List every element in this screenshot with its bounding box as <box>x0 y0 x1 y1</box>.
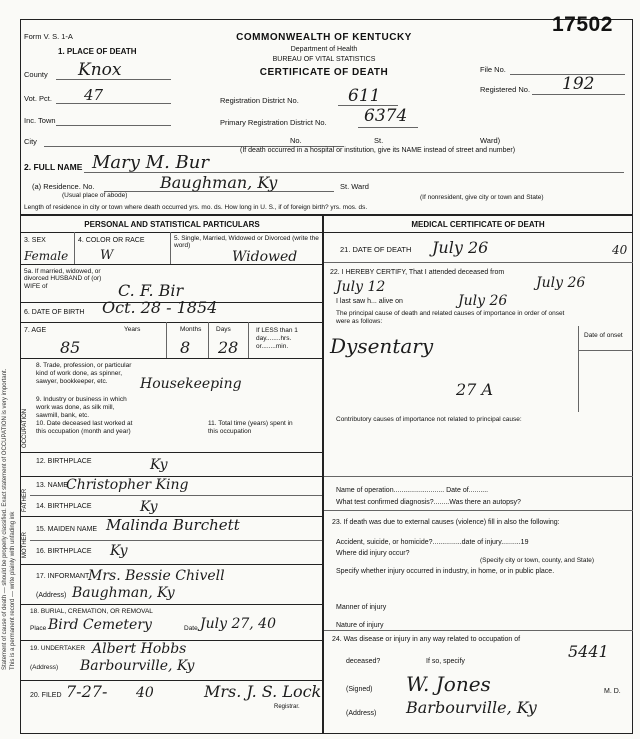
father-bp: Ky <box>140 499 158 515</box>
length-of-residence: Length of residence in city or town where death occurred yrs. mo. ds. How long in U. S., if of foreign birth? yrs. mos. ds. <box>24 204 368 211</box>
informant-address: Baughman, Ky <box>72 585 175 601</box>
city-label: City <box>24 137 37 146</box>
accident-text: Accident, suicide, or homicide?...............date of injury..........19 <box>336 539 529 546</box>
age-months: 8 <box>180 338 191 357</box>
onset-label: Date of onset <box>584 332 623 339</box>
nonresident-note: (If nonresident, give city or town and State) <box>420 194 544 201</box>
test-text: What test confirmed diagnosis?........Was there an autopsy? <box>336 499 521 506</box>
age-label: 7. AGE <box>24 327 47 334</box>
undertaker-value: Albert Hobbs <box>92 641 187 657</box>
burial-label: 18. BURIAL, CREMATION, OR REMOVAL <box>30 608 153 615</box>
attended-to: July 26 <box>536 275 586 291</box>
sidebar-permanent: This is a permanent record — write plainly with unfading ink <box>10 511 16 670</box>
reg-district-label: Registration District No. <box>220 96 299 105</box>
institution-note: (If death occurred in a hospital or institution, give its NAME instead of street and number) <box>240 147 516 154</box>
undertaker-address: Barbourville, Ky <box>80 658 195 674</box>
column-divider <box>322 214 324 733</box>
where-note: (Specify city or town, county, and State) <box>480 557 595 564</box>
physician-address-label: (Address) <box>346 710 377 717</box>
age-less-header: If LESS than 1 day........hrs. or........min. <box>256 327 298 350</box>
sex-value: Female <box>24 249 69 263</box>
burial-place-label: Place <box>30 625 47 632</box>
sex-label: 3. SEX <box>24 237 46 244</box>
inc-town-label: Inc. Town <box>24 116 56 125</box>
county-value: Knox <box>78 60 122 80</box>
age-years-header: Years <box>124 326 141 333</box>
physician-address: Barbourville, Ky <box>406 698 537 717</box>
certificate-number: 17502 <box>552 13 613 36</box>
place-title: 1. PLACE OF DEATH <box>58 47 137 56</box>
bureau: BUREAU OF VITAL STATISTICS <box>272 56 376 63</box>
vot-value: 47 <box>84 86 104 104</box>
full-name-value: Mary M. Bur <box>92 152 209 173</box>
where-text: Where did injury occur? <box>336 550 410 557</box>
father-name-label: 13. NAME <box>36 482 68 489</box>
occ8-label: 8. Trade, profession, or particular kind of work done, as spinner, sawyer, bookkeeper, etc. <box>36 362 132 385</box>
birthplace-label: 12. BIRTHPLACE <box>36 458 92 465</box>
dob-value: Oct. 28 - 1854 <box>102 298 218 317</box>
last-seen-date: July 26 <box>458 293 508 309</box>
form-number: Form V. S. 1-A <box>24 32 73 41</box>
md-label: M. D. <box>604 688 621 695</box>
medical-title: MEDICAL CERTIFICATE OF DEATH <box>411 220 545 229</box>
filed-year: 40 <box>136 685 154 701</box>
occ8-value: Housekeeping <box>140 376 242 392</box>
informant-value: Mrs. Bessie Chivell <box>88 568 225 584</box>
specify-text: Specify whether injury occurred in industry, in home, or in public place. <box>336 568 555 575</box>
occupation-question: 24. Was disease or injury in any way related to occupation of <box>332 636 521 643</box>
mother-bp: Ky <box>110 543 128 559</box>
color-value: W <box>100 248 114 263</box>
date-of-death-year: 40 <box>612 243 628 257</box>
spouse-value: C. F. Bir <box>118 281 184 300</box>
operation-text: Name of operation.......................... Date of.......... <box>336 487 489 494</box>
color-label: 4. COLOR OR RACE <box>78 237 145 244</box>
mother-side-label: MOTHER <box>22 532 28 558</box>
informant-address-label: (Address) <box>36 592 67 599</box>
residence-value: Baughman, Ky <box>160 173 278 192</box>
spouse-label: 5a. If married, widowed, or divorced HUSBAND of (or) WIFE of <box>24 268 102 290</box>
manner-text: Manner of injury <box>336 604 387 611</box>
sidebar-instructions: Statement of cause of death — should be properly classified. Exact statement of OCCUPATION is very important. <box>2 368 8 670</box>
vot-label: Vot. Pct. <box>24 94 52 103</box>
occ9-label: 9. Industry or business in which work was done, as silk mill, sawmill, bank, etc. <box>36 396 127 419</box>
burial-date-label: Date <box>184 625 198 632</box>
date-of-death: July 26 <box>432 238 489 257</box>
burial-date: July 27, 40 <box>200 616 276 632</box>
st-label: St. <box>374 136 384 145</box>
attended-from: July 12 <box>336 279 386 295</box>
informant-label: 17. INFORMANT <box>36 573 90 580</box>
filed-label: 20. FILED <box>30 692 62 699</box>
certify-text: 22. I HEREBY CERTIFY, That I attended deceased from <box>330 269 505 276</box>
burial-place: Bird Cemetery <box>48 617 152 633</box>
mother-bp-label: 16. BIRTHPLACE <box>36 548 92 555</box>
certificate-title: CERTIFICATE OF DEATH <box>259 67 389 78</box>
registered-no: 192 <box>562 74 595 94</box>
sidebar-text <box>1 110 16 670</box>
saw-alive-text: I last saw h... alive on <box>336 298 403 305</box>
ward-label: Ward) <box>480 136 501 145</box>
signed-label: (Signed) <box>346 686 373 693</box>
undertaker-label: 19. UNDERTAKER <box>30 645 86 652</box>
registrar-signature: Mrs. J. S. Lock <box>204 682 322 701</box>
date-of-death-label: 21. DATE OF DEATH <box>340 245 412 254</box>
reg-district-value: 611 <box>348 86 381 106</box>
contributory-text: Contributory causes of importance not related to principal cause: <box>336 416 522 423</box>
mother-name-label: 15. MAIDEN NAME <box>36 526 98 533</box>
cause-value: Dysentary <box>330 334 434 358</box>
duration-value: 27 A <box>456 380 493 399</box>
registrar-label: Registrar. <box>274 704 300 710</box>
age-years: 85 <box>60 338 81 357</box>
st-ward: St. Ward <box>340 182 369 191</box>
nature-text: Nature of injury <box>336 622 384 629</box>
cause-code: 5441 <box>568 642 609 661</box>
dob-label: 6. DATE OF BIRTH <box>24 309 85 316</box>
registered-no-label: Registered No. <box>480 85 531 94</box>
father-side-label: FATHER <box>22 488 28 512</box>
frame-bottom <box>20 733 633 734</box>
personal-title: PERSONAL AND STATISTICAL PARTICULARS <box>84 220 260 229</box>
if-so-label: If so, specify <box>426 658 465 665</box>
primary-district-value: 6374 <box>364 106 408 126</box>
filed-date: 7-27- <box>66 682 108 701</box>
occ10-label: 10. Date deceased last worked at this occupation (month and year) <box>36 420 133 435</box>
father-name: Christopher King <box>66 477 189 493</box>
frame-right <box>632 19 633 733</box>
frame-top <box>20 19 633 20</box>
age-months-header: Months <box>180 326 202 333</box>
father-bp-label: 14. BIRTHPLACE <box>36 503 92 510</box>
no-label: No. <box>290 136 302 145</box>
residence-label: (a) Residence. No. <box>32 182 95 191</box>
frame-left <box>20 19 21 733</box>
primary-district-label: Primary Registration District No. <box>220 118 327 127</box>
marital-value: Widowed <box>232 249 298 265</box>
usual-place: (Usual place of abode) <box>62 192 128 199</box>
occ11-label: 11. Total time (years) spent in this occupation <box>208 420 293 435</box>
age-days: 28 <box>218 338 239 357</box>
deceased-label: deceased? <box>346 658 381 665</box>
undertaker-address-label: (Address) <box>30 664 59 671</box>
occupation-side-label: OCCUPATION <box>22 408 28 448</box>
file-no-label: File No. <box>480 65 506 74</box>
physician-signature: W. Jones <box>406 672 491 696</box>
commonwealth: COMMONWEALTH OF KENTUCKY <box>236 32 412 43</box>
age-days-header: Days <box>216 326 231 333</box>
full-name-label: 2. FULL NAME <box>24 162 83 172</box>
marital-label: 5. Single, Married, Widowed or Divorced (write the word) <box>174 235 319 250</box>
cause-text: The principal cause of death and related causes of importance in order of onset were as follows: <box>336 310 565 325</box>
violence-text: 23. If death was due to external causes (violence) fill in also the following: <box>332 519 560 526</box>
department: Department of Health <box>290 46 358 53</box>
county-label: County <box>24 70 48 79</box>
mother-name: Malinda Burchett <box>106 516 240 534</box>
birthplace-value: Ky <box>150 457 168 473</box>
